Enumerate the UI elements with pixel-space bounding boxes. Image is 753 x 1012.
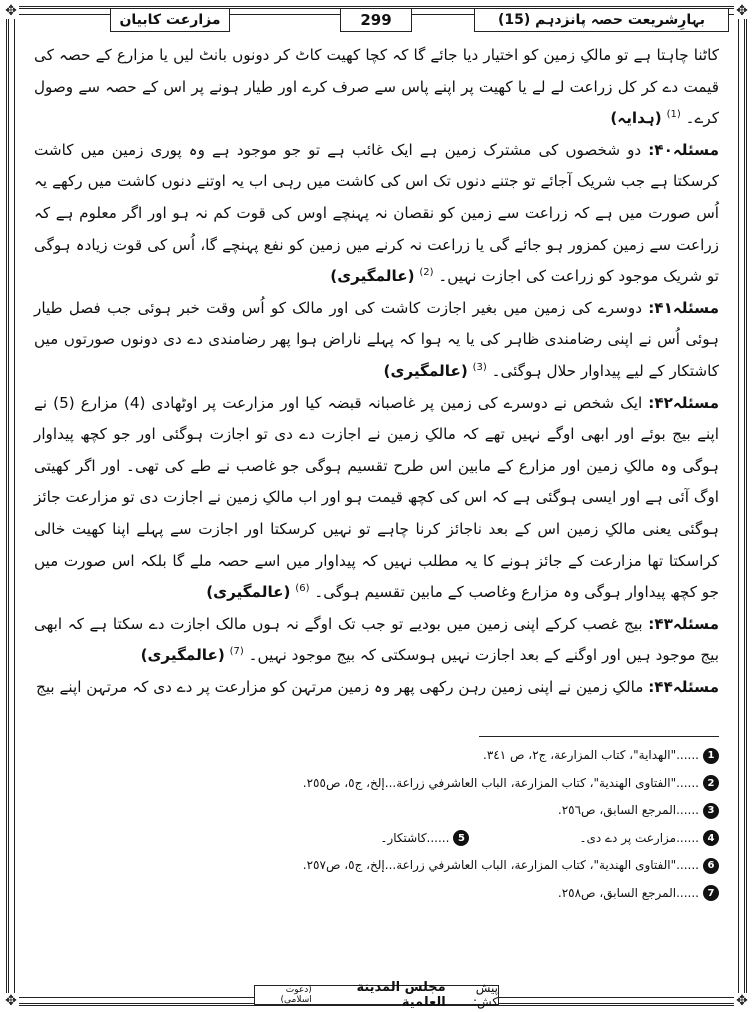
reference: (ہدایہ) <box>610 109 662 128</box>
page-number: 299 <box>340 8 412 32</box>
footnote <box>579 825 719 853</box>
masala-label: مسئلہ۴۰: <box>648 140 719 159</box>
footnote-number: 7 <box>703 885 719 901</box>
paragraph-text: مالکِ زمین نے اپنی زمین رہن رکھی پھر وہ زمین مرتہن کو مزارعت پر دے دی کہ مرتہن اپنے بیج <box>36 677 644 696</box>
masala-paragraph <box>34 388 719 609</box>
masala-paragraph <box>34 672 719 704</box>
corner-ornament-icon: ✥ <box>734 3 750 19</box>
footnote-text: ......کاشتکار۔ <box>380 830 450 845</box>
footnote-number: 6 <box>703 858 719 874</box>
organization-name: (دعوت اسلامی) <box>280 985 312 1005</box>
footnote-number: 4 <box>703 830 719 846</box>
footnote-marker: (7) <box>229 646 244 658</box>
masala-label: مسئلہ۴۲: <box>648 393 720 412</box>
main-text <box>34 40 719 703</box>
reference: (عالمگیری) <box>206 583 291 602</box>
masala-paragraph <box>34 293 719 388</box>
footnote-text: ......"الهداية"، كتاب المزارعة، ج٢، ص ٣٤١. <box>483 748 699 762</box>
chapter-title: مزارعت کابیان <box>110 8 230 32</box>
footnote-marker: (2) <box>419 267 434 279</box>
reference: (عالمگیری) <box>383 361 468 380</box>
footnote-number: 5 <box>453 830 469 846</box>
masala-paragraph <box>34 135 719 293</box>
footnote-divider <box>479 736 719 737</box>
corner-ornament-icon: ✥ <box>3 3 19 19</box>
footnote-text: ......"الفتاوى الهندية"، كتاب المزارعة، الباب العاشرفي زراعة...إلخ، ج٥، ص٢٥٥. <box>302 775 699 790</box>
book-title: بہارِشریعت حصہ پانزدہم (15) <box>474 8 729 32</box>
publisher-box <box>254 980 499 1010</box>
corner-ornament-icon: ✥ <box>3 993 19 1009</box>
corner-ornament-icon: ✥ <box>734 993 750 1009</box>
footnote <box>34 770 719 798</box>
paragraph-text: دوسرے کی زمین میں بغیر اجازت کاشت کی اور مالک کو اُس وقت خبر ہوئی جب فصل طیار ہوئی اُس نے اپنی رضامندی ظاہر کی یا یہ ہوا کہ پہلے ناراض ہوا پھر رضامندی دے دی دونوں صورتوں میں کاشتکار کے لیے پیداوار حلال ہوگئی۔ <box>34 298 719 380</box>
footnote-text: ......مزارعت پر دے دی۔ <box>579 830 699 845</box>
page-footer <box>24 980 729 1010</box>
publisher-name: مجلس المدينة العلمية <box>356 980 446 1010</box>
footnote-marker: (3) <box>472 361 487 373</box>
footnote-text: ......المرجع السابق، ص٢٥٦. <box>557 803 699 817</box>
footnote-text: ......"الفتاوى الهندية"، كتاب المزارعة، الباب العاشرفي زراعة...إلخ، ج٥، ص٢٥٧. <box>302 858 699 872</box>
footnote <box>34 880 719 908</box>
paragraph-text: بیج غصب کرکے اپنی زمین میں بودیے تو جب تک اوگے نہ ہوں مالک اجازت دے سکتا ہے کہ ابھی بیج موجود ہیں اور اوگنے کے بعد اجازت نہیں ہوسکتی کہ بیج موجود نہیں۔ <box>34 614 719 665</box>
footnote-number: 2 <box>703 775 719 791</box>
paragraph <box>34 40 719 135</box>
masala-label: مسئلہ۴۱: <box>648 298 719 317</box>
footnote-text: ......المرجع السابق، ص٢٥٨. <box>557 885 699 900</box>
footnote <box>380 825 469 853</box>
footnote-marker: (6) <box>295 583 310 595</box>
reference: (عالمگیری) <box>330 267 415 286</box>
footnote <box>34 797 719 825</box>
paragraph-text: کاٹنا چاہتا ہے تو مالکِ زمین کو اختیار دیا جائے گا کہ کچا کھیت کاٹ کر دونوں بانٹ لیں یا مزارع کے حصہ کی قیمت دے کر کل زراعت لے لے یا کھیت پر اپنے پاس سے صرف کرے اور طیار ہونے پر اس کے حصہ سے وصول کرے۔ <box>34 46 719 128</box>
footnotes <box>34 742 719 907</box>
masala-paragraph <box>34 609 719 672</box>
page-header <box>24 6 729 34</box>
presenter-label: پیش کش: <box>472 981 498 1009</box>
footnote <box>34 742 719 770</box>
footnote-number: 1 <box>703 748 719 764</box>
masala-label: مسئلہ۴۴: <box>648 677 719 696</box>
footnote-number: 3 <box>703 803 719 819</box>
masala-label: مسئلہ۴۳: <box>648 614 720 633</box>
paragraph-text: ایک شخص نے دوسرے کی زمین پر غاصبانہ قبضہ کیا اور مزارعت پر اوٹھادی (4) مزارع (5) نے اپنے بیج بوئے اور ابھی اوگے نہیں تھے کہ مالکِ زمین نے اجازت دے دی تو اجازت ہوگئی اور جو کچھ پیداوار ہوگی وہ مالکِ زمین اور مزارع کے مابین اس طرح تقسیم ہوگی جو غاصب نے طے کی تھی۔ اور اگر کھیتی اوگ آئی ہے اور ایسی ہوگئی ہے کہ اس کی کچھ قیمت ہو اور اب مالکِ زمین نے اجازت دی تو مزارعت جائز ہوگئی یعنی مالکِ زمین اس کے بعد ناجائز کرنا چاہے تو نہیں کرسکتا اور اجازت سے پہلے اپنا کھیت خالی کراسکتا تھا مزارعت کے جائز ہونے کا یہ مطلب نہیں کہ پیداوار میں اسے حصہ ملے گا بلکہ اس صورت میں جو کچھ پیداوار ہوگی وہ مزارع وغاصب کے مابین تقسیم ہوگی۔ <box>34 393 719 602</box>
reference: (عالمگیری) <box>140 646 225 665</box>
paragraph-text: دو شخصوں کی مشترک زمین ہے ایک غائب ہے تو جو موجود ہے وہ پوری زمین میں کاشت کرسکتا ہے جب شریک آجائے تو جتنے دنوں تک اس کی کاشت میں رہی اب یہ اوتنے دنوں کاشت میں رکھے یہ اُس صورت میں ہے کہ زراعت سے زمین کو نقصان نہ پہنچے اوس کی قوت کم نہ ہو اور اگر معلوم ہے کہ زراعت سے زمین کمزور ہو جائے گی یا زراعت نہ کرنے میں زمین کو نفع پہنچے گا، اُس کی قوت زیادہ ہوگی تو شریک موجود کو زراعت کی اجازت نہیں۔ <box>34 140 719 286</box>
footnote-marker: (1) <box>666 109 681 121</box>
footnote <box>34 852 719 880</box>
footnote-pair <box>34 825 719 853</box>
